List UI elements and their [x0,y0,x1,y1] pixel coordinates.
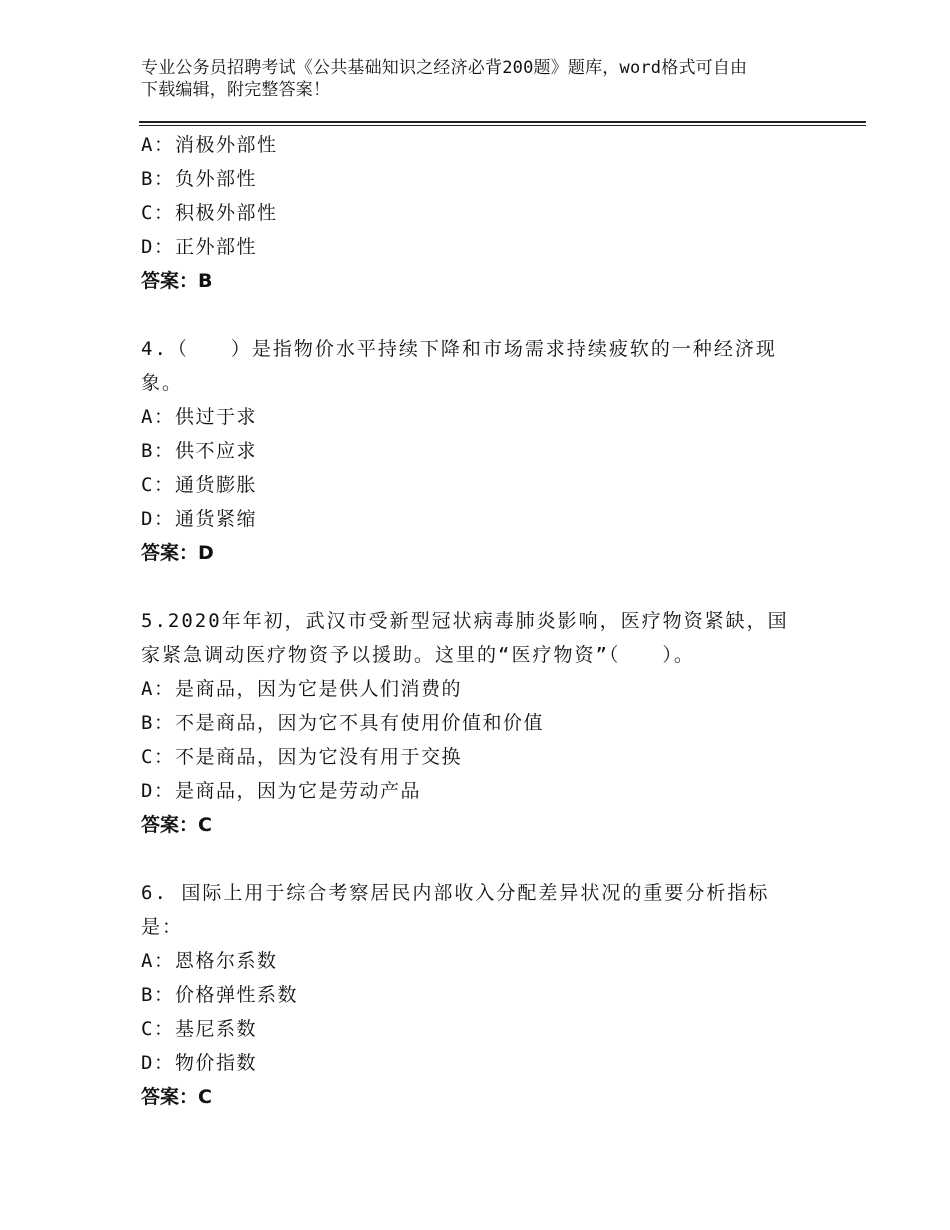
option-d: D：物价指数 [141,1052,258,1074]
option-b: B：供不应求 [141,440,258,462]
option-b: B：价格弹性系数 [141,984,299,1006]
option-a: A：恩格尔系数 [141,950,278,972]
header-line-2: 下载编辑，附完整答案！ [141,80,331,100]
question-stem-line: 象。 [141,372,184,394]
option-b: B：不是商品，因为它不具有使用价值和价值 [141,712,545,734]
question-stem-line: 4.（ ）是指物价水平持续下降和市场需求持续疲软的一种经济现 [141,338,777,360]
question-stem-line: 6. 国际上用于综合考察居民内部收入分配差异状况的重要分析指标 [141,882,770,904]
spacer [141,842,821,876]
question-block [141,876,821,1114]
question-stem-line: 5.2020年年初，武汉市受新型冠状病毒肺炎影响，医疗物资紧缺，国 [141,610,789,632]
option-d: D：是商品，因为它是劳动产品 [141,780,422,802]
option-c: C：不是商品，因为它没有用于交换 [141,746,463,768]
document-header [141,57,821,101]
question-block [141,604,821,842]
option-a: A：消极外部性 [141,134,278,156]
answer-line: 答案：C [141,814,212,836]
option-b: B：负外部性 [141,168,258,190]
header-rule-thick [139,121,866,123]
spacer [141,570,821,604]
option-a: A：是商品，因为它是供人们消费的 [141,678,463,700]
option-c: C：基尼系数 [141,1018,258,1040]
header-rule-thin [139,125,866,126]
question-list [141,128,821,1114]
option-c: C：通货膨胀 [141,474,258,496]
answer-line: 答案：C [141,1086,212,1108]
question-block [141,128,821,298]
answer-line: 答案：B [141,270,213,292]
question-stem-line: 是： [141,916,184,938]
option-c: C：积极外部性 [141,202,278,224]
header-line-1: 专业公务员招聘考试《公共基础知识之经济必背200题》题库，word格式可自由 [141,58,748,78]
question-stem-line: 家紧急调动医疗物资予以援助。这里的“医疗物资”（ ）。 [141,644,695,666]
question-block [141,332,821,570]
option-d: D：正外部性 [141,236,258,258]
option-d: D：通货紧缩 [141,508,258,530]
answer-line: 答案：D [141,542,214,564]
option-a: A：供过于求 [141,406,258,428]
spacer [141,298,821,332]
